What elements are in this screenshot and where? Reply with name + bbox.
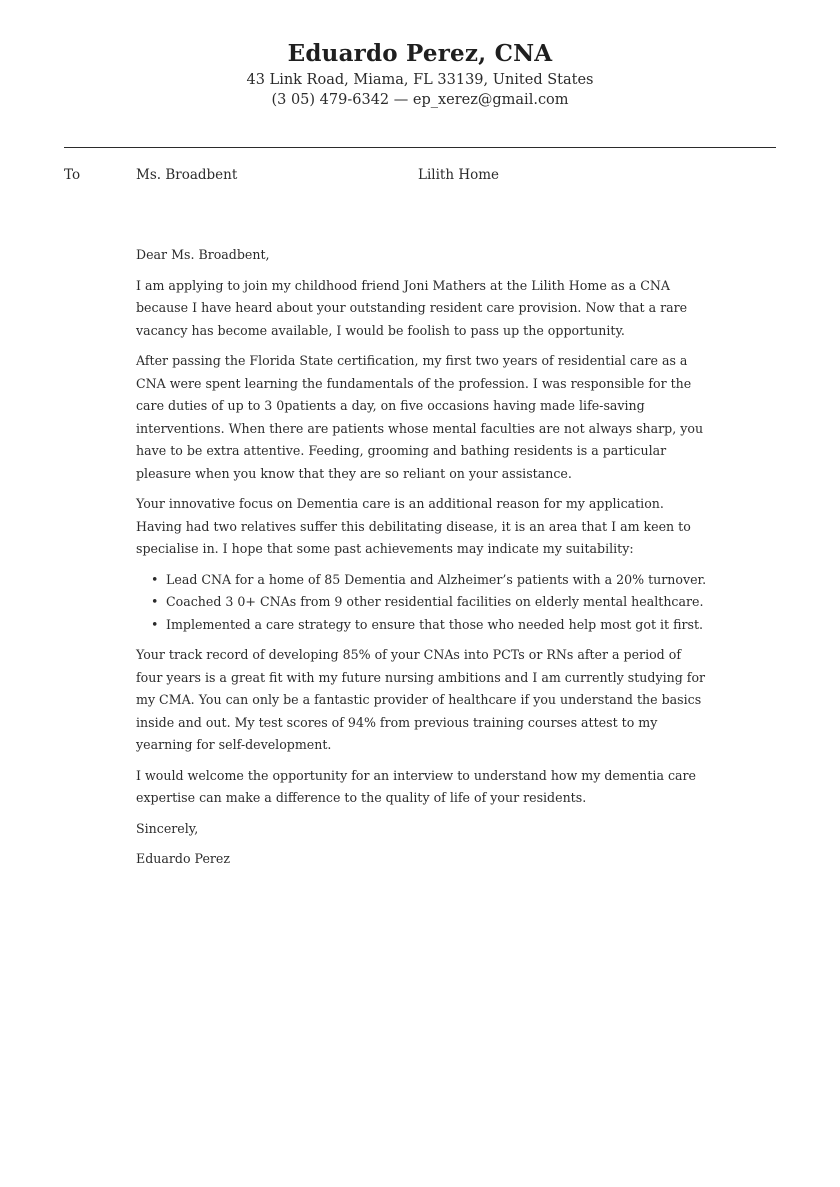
paragraph-experience: After passing the Florida State certification, my first two years of residential care as a CNA were spent learning the fundamentals of the profession. I was responsible for the care duties of up to 3 0patients a day, on five occasions having made life-saving interventions. When there are patients whose mental faculties are not always sharp, you have to be extra attentive. Feeding, grooming and bathing residents is a particular pleasure when you know that they are so reliant on your assistance. [136, 353, 704, 481]
list-item: • Implemented a care strategy to ensure that those who needed help most got it first. [136, 614, 708, 637]
letter-header [0, 38, 840, 110]
letter-body [136, 244, 708, 879]
header-divider [64, 147, 776, 148]
to-label: To [64, 167, 81, 183]
list-item: • Lead CNA for a home of 85 Dementia and Alzheimer’s patients with a 20% turnover. [136, 569, 708, 592]
applicant-address: 43 Link Road, Miama, FL 33139, United States [246, 72, 594, 88]
paragraph-fit: Your track record of developing 85% of your CNAs into PCTs or RNs after a period of four years is a great fit with my future nursing ambitions and I am currently studying for my CMA. You can only be a fantastic provider of healthcare if you understand the basics inside and out. My test scores of 94% from previous training courses attest to my yearning for self-development. [136, 647, 706, 752]
paragraph-closing: I would welcome the opportunity for an interview to understand how my dementia care expertise can make a difference to the quality of life of your residents. [136, 767, 697, 805]
achievements-list [136, 569, 708, 637]
applicant-contact: (3 05) 479-6342 — ep_xerez@gmail.com [271, 92, 569, 108]
paragraph-motivation: Your innovative focus on Dementia care is an additional reason for my application. Having had two relatives suffer this debilitating disease, it is an area that I am keen to specialise in. I hope that some past achievements may indicate my suitability: [136, 496, 691, 556]
recipient-company: Lilith Home [418, 167, 500, 183]
list-item: • Coached 3 0+ CNAs from 9 other residential facilities on elderly mental healthcare. [136, 591, 708, 614]
applicant-name: Eduardo Perez, CNA [287, 40, 553, 67]
signature: Eduardo Perez [136, 851, 231, 866]
sign-off: Sincerely, [136, 820, 199, 836]
recipient-name: Ms. Broadbent [136, 167, 238, 183]
paragraph-intro: I am applying to join my childhood friend Joni Mathers at the Lilith Home as a CNA because I have heard about your outstanding resident care provision. Now that a rare vacancy has become available, I would be foolish to pass up the opportunity. [136, 277, 688, 338]
salutation: Dear Ms. Broadbent, [136, 247, 270, 262]
